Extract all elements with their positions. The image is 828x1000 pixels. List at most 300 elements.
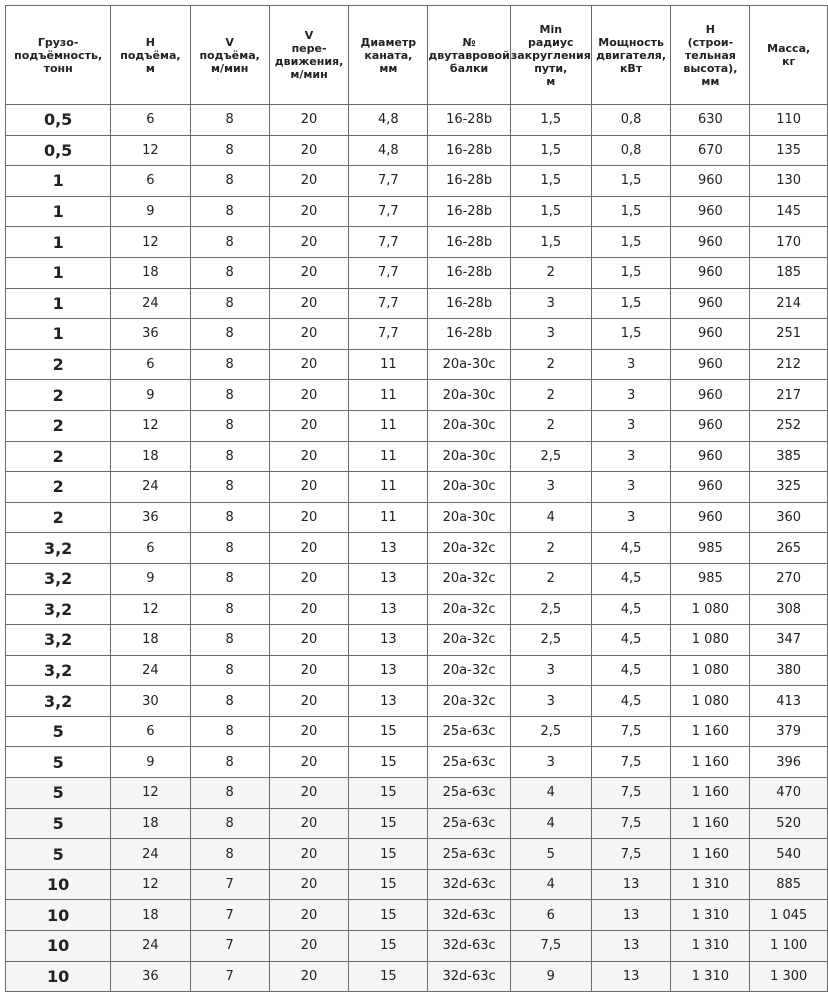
cell-build-height: 985 [671, 533, 750, 564]
cell-motor-power: 13 [591, 869, 671, 900]
cell-lift-height: 24 [111, 655, 190, 686]
cell-lift-height: 12 [111, 778, 190, 809]
cell-beam-number: 16-28b [428, 196, 510, 227]
cell-lift-height: 18 [111, 625, 190, 656]
cell-min-radius: 4 [510, 778, 591, 809]
cell-travel-speed: 20 [269, 105, 349, 136]
cell-capacity: 3,2 [6, 655, 111, 686]
cell-capacity: 3,2 [6, 625, 111, 656]
cell-beam-number: 32d-63c [428, 900, 510, 931]
table-row [6, 716, 828, 747]
cell-motor-power: 1,5 [591, 166, 671, 197]
cell-motor-power: 4,5 [591, 594, 671, 625]
cell-mass: 347 [750, 625, 828, 656]
cell-lift-height: 24 [111, 839, 190, 870]
cell-build-height: 1 080 [671, 594, 750, 625]
cell-rope-diameter: 11 [349, 410, 428, 441]
table-row [6, 533, 828, 564]
cell-min-radius: 3 [510, 288, 591, 319]
cell-min-radius: 3 [510, 747, 591, 778]
cell-lift-height: 18 [111, 808, 190, 839]
cell-capacity: 2 [6, 410, 111, 441]
cell-mass: 380 [750, 655, 828, 686]
cell-rope-diameter: 11 [349, 502, 428, 533]
cell-motor-power: 7,5 [591, 778, 671, 809]
cell-lift-speed: 8 [190, 686, 269, 717]
cell-motor-power: 7,5 [591, 808, 671, 839]
cell-build-height: 960 [671, 441, 750, 472]
cell-build-height: 960 [671, 288, 750, 319]
cell-lift-height: 12 [111, 227, 190, 258]
cell-travel-speed: 20 [269, 778, 349, 809]
cell-beam-number: 20a-30c [428, 441, 510, 472]
cell-build-height: 985 [671, 563, 750, 594]
cell-lift-height: 24 [111, 931, 190, 962]
cell-travel-speed: 20 [269, 808, 349, 839]
cell-beam-number: 25a-63c [428, 808, 510, 839]
header-row [6, 6, 828, 105]
cell-build-height: 630 [671, 105, 750, 136]
cell-lift-speed: 7 [190, 869, 269, 900]
cell-motor-power: 3 [591, 349, 671, 380]
table-row [6, 410, 828, 441]
cell-capacity: 3,2 [6, 533, 111, 564]
table-row [6, 105, 828, 136]
cell-rope-diameter: 4,8 [349, 105, 428, 136]
cell-mass: 110 [750, 105, 828, 136]
cell-motor-power: 3 [591, 502, 671, 533]
table-row [6, 349, 828, 380]
cell-min-radius: 1,5 [510, 196, 591, 227]
cell-capacity: 3,2 [6, 594, 111, 625]
cell-travel-speed: 20 [269, 227, 349, 258]
cell-mass: 470 [750, 778, 828, 809]
cell-lift-height: 6 [111, 716, 190, 747]
cell-beam-number: 25a-63c [428, 716, 510, 747]
cell-capacity: 1 [6, 196, 111, 227]
cell-rope-diameter: 11 [349, 441, 428, 472]
cell-rope-diameter: 15 [349, 747, 428, 778]
cell-rope-diameter: 15 [349, 716, 428, 747]
cell-lift-speed: 8 [190, 257, 269, 288]
table-row [6, 808, 828, 839]
cell-build-height: 960 [671, 319, 750, 350]
cell-lift-speed: 8 [190, 472, 269, 503]
cell-lift-height: 36 [111, 319, 190, 350]
column-header-min-radius: Min радиус закругления пути, м [510, 6, 591, 105]
cell-lift-speed: 8 [190, 288, 269, 319]
cell-mass: 185 [750, 257, 828, 288]
cell-motor-power: 1,5 [591, 319, 671, 350]
cell-travel-speed: 20 [269, 288, 349, 319]
table-row [6, 319, 828, 350]
cell-motor-power: 4,5 [591, 686, 671, 717]
cell-min-radius: 5 [510, 839, 591, 870]
cell-build-height: 1 080 [671, 625, 750, 656]
cell-travel-speed: 20 [269, 961, 349, 992]
cell-lift-speed: 8 [190, 625, 269, 656]
cell-build-height: 1 160 [671, 808, 750, 839]
cell-min-radius: 1,5 [510, 105, 591, 136]
table-row [6, 594, 828, 625]
cell-beam-number: 20a-32c [428, 594, 510, 625]
cell-capacity: 5 [6, 808, 111, 839]
table-row [6, 778, 828, 809]
cell-motor-power: 0,8 [591, 105, 671, 136]
cell-capacity: 2 [6, 380, 111, 411]
cell-mass: 214 [750, 288, 828, 319]
cell-beam-number: 20a-30c [428, 410, 510, 441]
cell-travel-speed: 20 [269, 839, 349, 870]
cell-min-radius: 2,5 [510, 625, 591, 656]
cell-capacity: 5 [6, 778, 111, 809]
cell-capacity: 2 [6, 502, 111, 533]
cell-lift-speed: 8 [190, 380, 269, 411]
table-row [6, 869, 828, 900]
cell-lift-speed: 8 [190, 778, 269, 809]
cell-mass: 385 [750, 441, 828, 472]
cell-motor-power: 3 [591, 472, 671, 503]
cell-capacity: 10 [6, 961, 111, 992]
cell-beam-number: 25a-63c [428, 839, 510, 870]
cell-min-radius: 4 [510, 502, 591, 533]
cell-capacity: 2 [6, 472, 111, 503]
cell-motor-power: 7,5 [591, 839, 671, 870]
cell-lift-height: 24 [111, 472, 190, 503]
cell-lift-speed: 8 [190, 227, 269, 258]
cell-travel-speed: 20 [269, 410, 349, 441]
table-row [6, 227, 828, 258]
cell-mass: 252 [750, 410, 828, 441]
cell-build-height: 670 [671, 135, 750, 166]
cell-beam-number: 16-28b [428, 288, 510, 319]
cell-mass: 325 [750, 472, 828, 503]
cell-rope-diameter: 7,7 [349, 227, 428, 258]
cell-mass: 265 [750, 533, 828, 564]
cell-lift-speed: 8 [190, 349, 269, 380]
cell-min-radius: 7,5 [510, 931, 591, 962]
cell-beam-number: 16-28b [428, 319, 510, 350]
cell-mass: 135 [750, 135, 828, 166]
cell-mass: 1 300 [750, 961, 828, 992]
cell-beam-number: 20a-32c [428, 625, 510, 656]
cell-rope-diameter: 15 [349, 808, 428, 839]
cell-lift-height: 12 [111, 869, 190, 900]
cell-build-height: 1 310 [671, 961, 750, 992]
cell-motor-power: 3 [591, 410, 671, 441]
cell-beam-number: 16-28b [428, 166, 510, 197]
cell-rope-diameter: 15 [349, 839, 428, 870]
table-header [6, 6, 828, 105]
cell-min-radius: 2 [510, 349, 591, 380]
cell-motor-power: 3 [591, 441, 671, 472]
cell-build-height: 960 [671, 410, 750, 441]
cell-min-radius: 2 [510, 563, 591, 594]
cell-travel-speed: 20 [269, 349, 349, 380]
cell-capacity: 0,5 [6, 105, 111, 136]
cell-mass: 170 [750, 227, 828, 258]
cell-lift-height: 24 [111, 288, 190, 319]
cell-beam-number: 25a-63c [428, 747, 510, 778]
cell-min-radius: 2,5 [510, 716, 591, 747]
cell-rope-diameter: 15 [349, 900, 428, 931]
cell-min-radius: 6 [510, 900, 591, 931]
cell-build-height: 1 160 [671, 716, 750, 747]
cell-rope-diameter: 11 [349, 380, 428, 411]
table-row [6, 747, 828, 778]
cell-build-height: 960 [671, 196, 750, 227]
cell-lift-speed: 8 [190, 594, 269, 625]
cell-lift-height: 6 [111, 166, 190, 197]
cell-motor-power: 7,5 [591, 716, 671, 747]
table-row [6, 441, 828, 472]
table-row [6, 931, 828, 962]
cell-capacity: 2 [6, 441, 111, 472]
table-row [6, 166, 828, 197]
cell-build-height: 960 [671, 257, 750, 288]
cell-lift-height: 9 [111, 196, 190, 227]
cell-mass: 217 [750, 380, 828, 411]
column-header-travel-speed: V пере- движения, м/мин [269, 6, 349, 105]
cell-lift-speed: 8 [190, 441, 269, 472]
table-row [6, 900, 828, 931]
cell-lift-speed: 7 [190, 900, 269, 931]
cell-mass: 130 [750, 166, 828, 197]
cell-lift-speed: 8 [190, 166, 269, 197]
cell-build-height: 1 160 [671, 839, 750, 870]
cell-travel-speed: 20 [269, 441, 349, 472]
cell-capacity: 1 [6, 288, 111, 319]
cell-motor-power: 4,5 [591, 625, 671, 656]
cell-min-radius: 2 [510, 380, 591, 411]
cell-rope-diameter: 4,8 [349, 135, 428, 166]
cell-beam-number: 16-28b [428, 135, 510, 166]
cell-capacity: 1 [6, 227, 111, 258]
cell-lift-speed: 7 [190, 931, 269, 962]
cell-travel-speed: 20 [269, 319, 349, 350]
cell-capacity: 5 [6, 716, 111, 747]
cell-lift-height: 12 [111, 135, 190, 166]
cell-lift-speed: 8 [190, 502, 269, 533]
table-row [6, 288, 828, 319]
cell-motor-power: 7,5 [591, 747, 671, 778]
cell-min-radius: 2 [510, 257, 591, 288]
cell-mass: 540 [750, 839, 828, 870]
cell-travel-speed: 20 [269, 869, 349, 900]
cell-travel-speed: 20 [269, 594, 349, 625]
cell-motor-power: 1,5 [591, 196, 671, 227]
cell-motor-power: 0,8 [591, 135, 671, 166]
cell-capacity: 3,2 [6, 563, 111, 594]
cell-lift-speed: 8 [190, 655, 269, 686]
cell-mass: 270 [750, 563, 828, 594]
table-row [6, 257, 828, 288]
cell-lift-height: 6 [111, 349, 190, 380]
cell-lift-speed: 8 [190, 808, 269, 839]
cell-mass: 396 [750, 747, 828, 778]
column-header-motor-power: Мощность двигателя, кВт [591, 6, 671, 105]
cell-min-radius: 2,5 [510, 441, 591, 472]
cell-min-radius: 3 [510, 655, 591, 686]
cell-lift-speed: 8 [190, 533, 269, 564]
cell-rope-diameter: 15 [349, 778, 428, 809]
cell-lift-height: 36 [111, 502, 190, 533]
cell-rope-diameter: 13 [349, 655, 428, 686]
cell-beam-number: 20a-30c [428, 502, 510, 533]
cell-mass: 308 [750, 594, 828, 625]
cell-build-height: 960 [671, 227, 750, 258]
cell-min-radius: 3 [510, 319, 591, 350]
column-header-capacity: Грузо- подъёмность, тонн [6, 6, 111, 105]
cell-lift-speed: 8 [190, 319, 269, 350]
cell-beam-number: 32d-63c [428, 961, 510, 992]
cell-beam-number: 20a-32c [428, 533, 510, 564]
cell-build-height: 960 [671, 380, 750, 411]
cell-beam-number: 20a-32c [428, 655, 510, 686]
cell-capacity: 1 [6, 166, 111, 197]
cell-build-height: 960 [671, 166, 750, 197]
cell-travel-speed: 20 [269, 931, 349, 962]
table-row [6, 563, 828, 594]
cell-min-radius: 2 [510, 410, 591, 441]
cell-mass: 520 [750, 808, 828, 839]
cell-build-height: 960 [671, 502, 750, 533]
cell-beam-number: 25a-63c [428, 778, 510, 809]
specifications-table [5, 5, 828, 992]
cell-min-radius: 1,5 [510, 135, 591, 166]
table-row [6, 625, 828, 656]
cell-travel-speed: 20 [269, 196, 349, 227]
cell-rope-diameter: 13 [349, 533, 428, 564]
cell-rope-diameter: 13 [349, 686, 428, 717]
cell-build-height: 1 310 [671, 931, 750, 962]
cell-rope-diameter: 13 [349, 625, 428, 656]
cell-mass: 413 [750, 686, 828, 717]
cell-lift-height: 36 [111, 961, 190, 992]
cell-rope-diameter: 7,7 [349, 196, 428, 227]
cell-beam-number: 32d-63c [428, 869, 510, 900]
cell-travel-speed: 20 [269, 625, 349, 656]
cell-lift-speed: 8 [190, 196, 269, 227]
cell-beam-number: 20a-30c [428, 380, 510, 411]
cell-min-radius: 1,5 [510, 166, 591, 197]
column-header-beam-number: № двутавровой балки [428, 6, 510, 105]
cell-motor-power: 1,5 [591, 257, 671, 288]
cell-rope-diameter: 15 [349, 869, 428, 900]
cell-rope-diameter: 15 [349, 961, 428, 992]
cell-mass: 360 [750, 502, 828, 533]
cell-capacity: 5 [6, 839, 111, 870]
cell-motor-power: 1,5 [591, 227, 671, 258]
cell-lift-height: 9 [111, 380, 190, 411]
column-header-build-height: H (строи- тельная высота), мм [671, 6, 750, 105]
cell-rope-diameter: 11 [349, 349, 428, 380]
cell-motor-power: 13 [591, 931, 671, 962]
cell-motor-power: 1,5 [591, 288, 671, 319]
cell-lift-speed: 8 [190, 716, 269, 747]
cell-rope-diameter: 7,7 [349, 257, 428, 288]
cell-lift-speed: 8 [190, 135, 269, 166]
cell-mass: 1 100 [750, 931, 828, 962]
cell-travel-speed: 20 [269, 533, 349, 564]
cell-lift-height: 12 [111, 594, 190, 625]
cell-lift-height: 18 [111, 900, 190, 931]
cell-travel-speed: 20 [269, 900, 349, 931]
cell-build-height: 1 160 [671, 778, 750, 809]
cell-build-height: 1 160 [671, 747, 750, 778]
cell-travel-speed: 20 [269, 716, 349, 747]
cell-build-height: 1 080 [671, 655, 750, 686]
cell-min-radius: 2,5 [510, 594, 591, 625]
cell-travel-speed: 20 [269, 380, 349, 411]
cell-min-radius: 4 [510, 808, 591, 839]
table-row [6, 839, 828, 870]
cell-min-radius: 3 [510, 686, 591, 717]
cell-lift-height: 18 [111, 441, 190, 472]
cell-motor-power: 4,5 [591, 563, 671, 594]
cell-build-height: 1 310 [671, 900, 750, 931]
cell-rope-diameter: 13 [349, 594, 428, 625]
cell-rope-diameter: 7,7 [349, 166, 428, 197]
cell-capacity: 10 [6, 869, 111, 900]
cell-beam-number: 20a-30c [428, 349, 510, 380]
cell-lift-speed: 8 [190, 105, 269, 136]
cell-rope-diameter: 11 [349, 472, 428, 503]
cell-travel-speed: 20 [269, 655, 349, 686]
cell-capacity: 1 [6, 319, 111, 350]
cell-travel-speed: 20 [269, 563, 349, 594]
cell-beam-number: 16-28b [428, 227, 510, 258]
cell-travel-speed: 20 [269, 502, 349, 533]
cell-build-height: 1 080 [671, 686, 750, 717]
cell-beam-number: 20a-32c [428, 686, 510, 717]
cell-capacity: 10 [6, 900, 111, 931]
table-row [6, 502, 828, 533]
column-header-rope-diameter: Диаметр каната, мм [349, 6, 428, 105]
cell-rope-diameter: 15 [349, 931, 428, 962]
table-row [6, 655, 828, 686]
cell-lift-height: 6 [111, 533, 190, 564]
cell-lift-speed: 8 [190, 563, 269, 594]
cell-min-radius: 9 [510, 961, 591, 992]
cell-build-height: 1 310 [671, 869, 750, 900]
cell-travel-speed: 20 [269, 686, 349, 717]
cell-beam-number: 20a-30c [428, 472, 510, 503]
cell-mass: 145 [750, 196, 828, 227]
cell-lift-height: 30 [111, 686, 190, 717]
cell-capacity: 0,5 [6, 135, 111, 166]
cell-capacity: 10 [6, 931, 111, 962]
cell-mass: 379 [750, 716, 828, 747]
cell-motor-power: 3 [591, 380, 671, 411]
cell-capacity: 5 [6, 747, 111, 778]
cell-mass: 885 [750, 869, 828, 900]
cell-motor-power: 4,5 [591, 655, 671, 686]
cell-capacity: 2 [6, 349, 111, 380]
cell-motor-power: 13 [591, 900, 671, 931]
cell-rope-diameter: 13 [349, 563, 428, 594]
cell-capacity: 3,2 [6, 686, 111, 717]
cell-build-height: 960 [671, 472, 750, 503]
column-header-mass: Масса, кг [750, 6, 828, 105]
cell-lift-height: 6 [111, 105, 190, 136]
table-row [6, 472, 828, 503]
cell-travel-speed: 20 [269, 747, 349, 778]
cell-travel-speed: 20 [269, 472, 349, 503]
table-row [6, 380, 828, 411]
cell-lift-height: 9 [111, 747, 190, 778]
cell-mass: 1 045 [750, 900, 828, 931]
